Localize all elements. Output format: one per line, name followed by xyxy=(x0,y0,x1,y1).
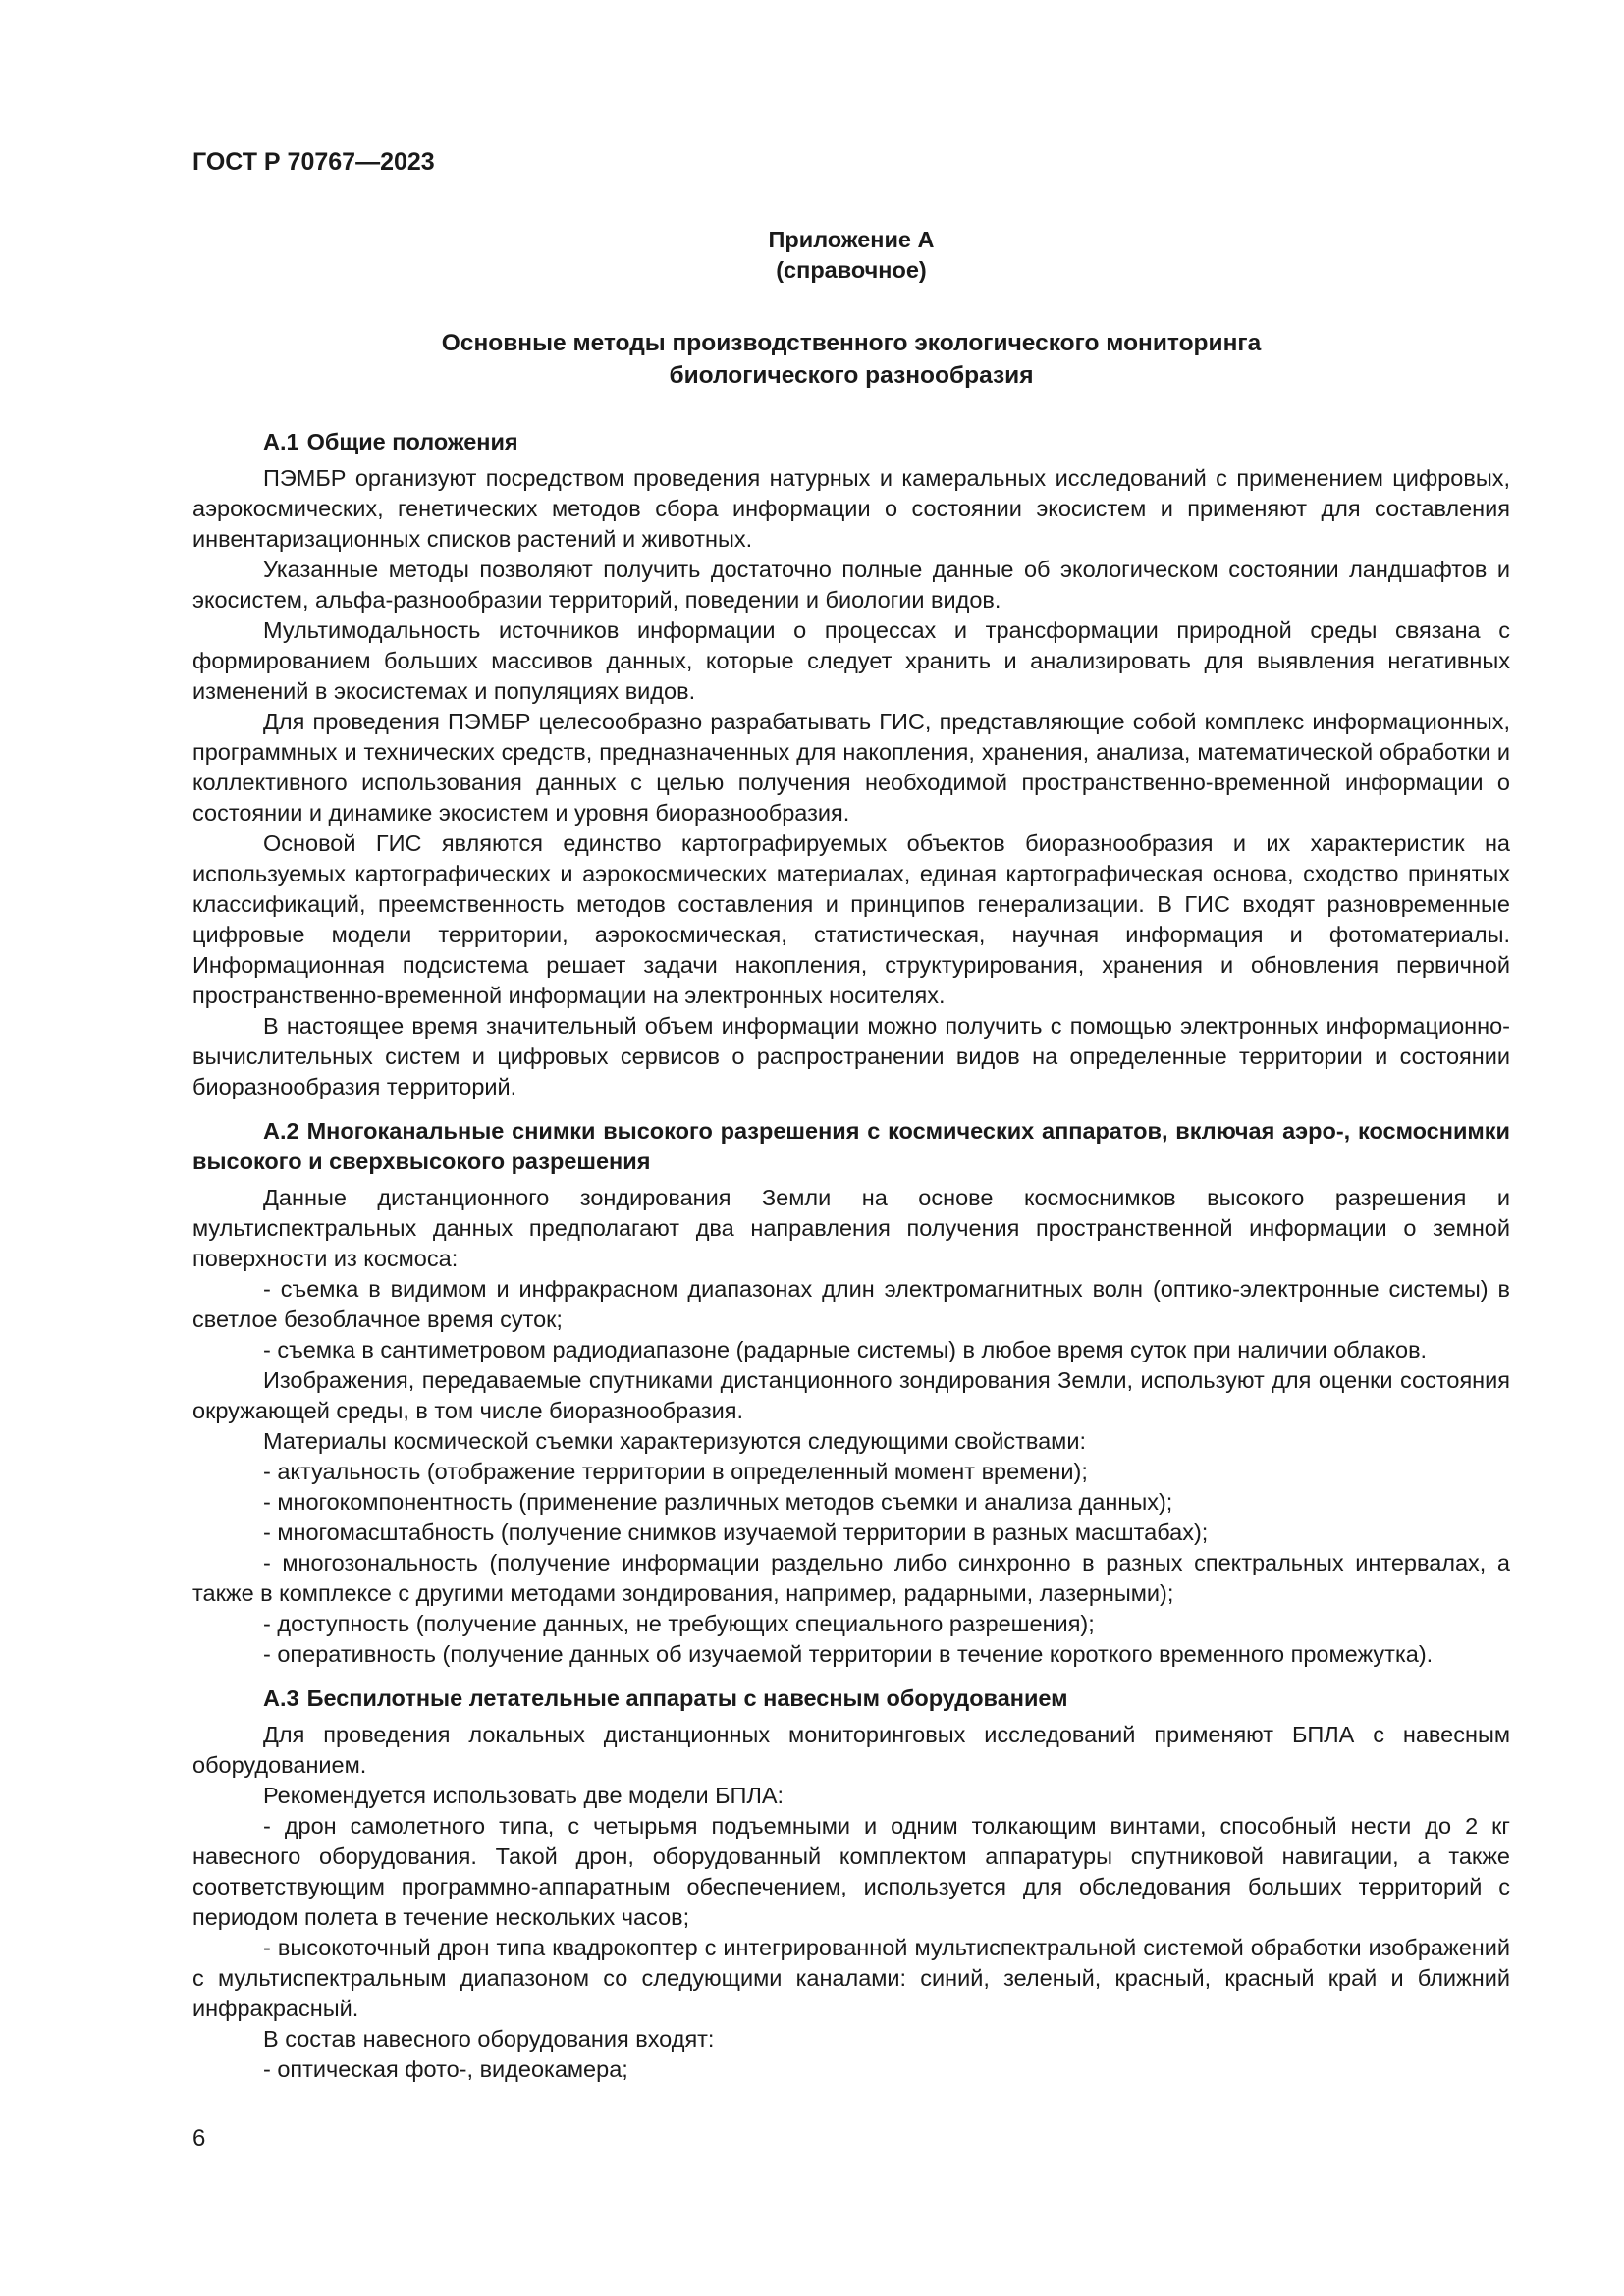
paragraph: Указанные методы позволяют получить достаточно полные данные об экологическом состоянии ландшафтов и экосистем, альфа-разнообразии территорий, поведении и биологии видов. xyxy=(192,557,1510,613)
section-heading xyxy=(192,427,1510,457)
paragraph: Материалы космической съемки характеризуются следующими свойствами: xyxy=(263,1428,1086,1454)
page-number: 6 xyxy=(192,2125,206,2152)
list-item: - съемка в сантиметровом радиодиапазоне (радарные системы) в любое время суток при наличии облаков. xyxy=(263,1337,1428,1362)
document-title-line-2: биологического разнообразия xyxy=(669,362,1034,389)
annex-subtitle: (справочное) xyxy=(776,257,927,283)
paragraph: Изображения, передаваемые спутниками дистанционного зондирования Земли, используют для оценки состояния окружающей среды, в том числе биоразнообразия. xyxy=(192,1367,1510,1423)
section-a1 xyxy=(192,427,1510,1102)
list-item: - многозональность (получение информации раздельно либо синхронно в разных спектральных интервалах, а также в комплексе с другими методами зондирования, например, радарными, лазерными); xyxy=(192,1550,1510,1606)
section-heading xyxy=(192,1683,1510,1714)
section-a2 xyxy=(192,1116,1510,1670)
section-a3 xyxy=(192,1683,1510,2085)
paragraph: В состав навесного оборудования входят: xyxy=(263,2026,715,2052)
list-item: - актуальность (отображение территории в определенный момент времени); xyxy=(263,1459,1088,1484)
section-number: А.1 xyxy=(263,429,299,454)
list-item: - доступность (получение данных, не требующих специального разрешения); xyxy=(263,1611,1095,1636)
section-title: Общие положения xyxy=(306,429,518,454)
annex-heading xyxy=(192,225,1510,286)
list-item: - высокоточный дрон типа квадрокоптер с интегрированной мультиспектральной системой обработки изображений с мультиспектральным диапазоном со следующими каналами: синий, зеленый, красный, красный край и ближний инфракрасный. xyxy=(192,1935,1510,2021)
section-title: Многоканальные снимки высокого разрешения с космических аппаратов, включая аэро-, космоснимки высокого и сверхвысокого разрешения xyxy=(192,1118,1510,1174)
paragraph: В настоящее время значительный объем информации можно получить с помощью электронных информационно-вычислительных систем и цифровых сервисов о распространении видов на определенные территории и состоянии биоразнообразия территорий. xyxy=(192,1013,1510,1099)
paragraph: Для проведения локальных дистанционных мониторинговых исследований применяют БПЛА с навесным оборудованием. xyxy=(192,1722,1510,1778)
annex-title: Приложение А xyxy=(768,227,935,252)
paragraph: Для проведения ПЭМБР целесообразно разрабатывать ГИС, представляющие собой комплекс информационных, программных и технических средств, предназначенных для накопления, хранения, анализа, математической обработки и коллективного использования данных с целью получения необходимой пространственно-временной информации о состоянии и динамике экосистем и уровня биоразнообразия. xyxy=(192,709,1510,826)
list-item: - оперативность (получение данных об изучаемой территории в течение короткого временного промежутка). xyxy=(263,1641,1434,1667)
section-number: А.2 xyxy=(263,1118,299,1144)
section-title: Беспилотные летательные аппараты с навесным оборудованием xyxy=(306,1685,1068,1711)
paragraph: Основой ГИС являются единство картографируемых объектов биоразнообразия и их характеристик на используемых картографических и аэрокосмических материалах, единая картографическая основа, сходство принятых классификаций, преемственность методов составления и принципов генерализации. В ГИС входят разновременные цифровые модели территории, аэрокосмическая, статистическая, научная информация и фотоматериалы. Информационная подсистема решает задачи накопления, структурирования, хранения и обновления первичной пространственно-временной информации на электронных носителях. xyxy=(192,830,1510,1008)
document-title xyxy=(192,327,1510,392)
paragraph: Рекомендуется использовать две модели БПЛА: xyxy=(263,1783,785,1808)
paragraph: Данные дистанционного зондирования Земли на основе космоснимков высокого разрешения и мультиспектральных данных предполагают два направления получения пространственной информации о земной поверхности из космоса: xyxy=(192,1185,1510,1271)
list-item: - многокомпонентность (применение различных методов съемки и анализа данных); xyxy=(263,1489,1173,1515)
list-item: - многомасштабность (получение снимков изучаемой территории в разных масштабах); xyxy=(263,1520,1209,1545)
paragraph: ПЭМБР организуют посредством проведения натурных и камеральных исследований с применением цифровых, аэрокосмических, генетических методов сбора информации о состоянии экосистем и применяют для составления инвентаризационных списков растений и животных. xyxy=(192,465,1510,552)
list-item: - оптическая фото-, видеокамера; xyxy=(263,2056,628,2082)
list-item: - дрон самолетного типа, с четырьмя подъемными и одним толкающим винтами, способный нести до 2 кг навесного оборудования. Такой дрон, оборудованный комплектом аппаратуры спутниковой навигации, а также соответствующим программно-аппаратным обеспечением, используется для обследования больших территорий с периодом полета в течение нескольких часов; xyxy=(192,1813,1510,1930)
document-page xyxy=(192,147,1510,2085)
section-heading xyxy=(192,1116,1510,1177)
document-id: ГОСТ Р 70767—2023 xyxy=(192,148,435,176)
section-number: А.3 xyxy=(263,1685,299,1711)
document-title-line-1: Основные методы производственного экологического мониторинга xyxy=(441,330,1262,356)
list-item: - съемка в видимом и инфракрасном диапазонах длин электромагнитных волн (оптико-электронные системы) в светлое безоблачное время суток; xyxy=(192,1276,1510,1332)
paragraph: Мультимодальность источников информации о процессах и трансформации природной среды связана с формированием больших массивов данных, которые следует хранить и анализировать для выявления негативных изменений в экосистемах и популяциях видов. xyxy=(192,617,1510,704)
